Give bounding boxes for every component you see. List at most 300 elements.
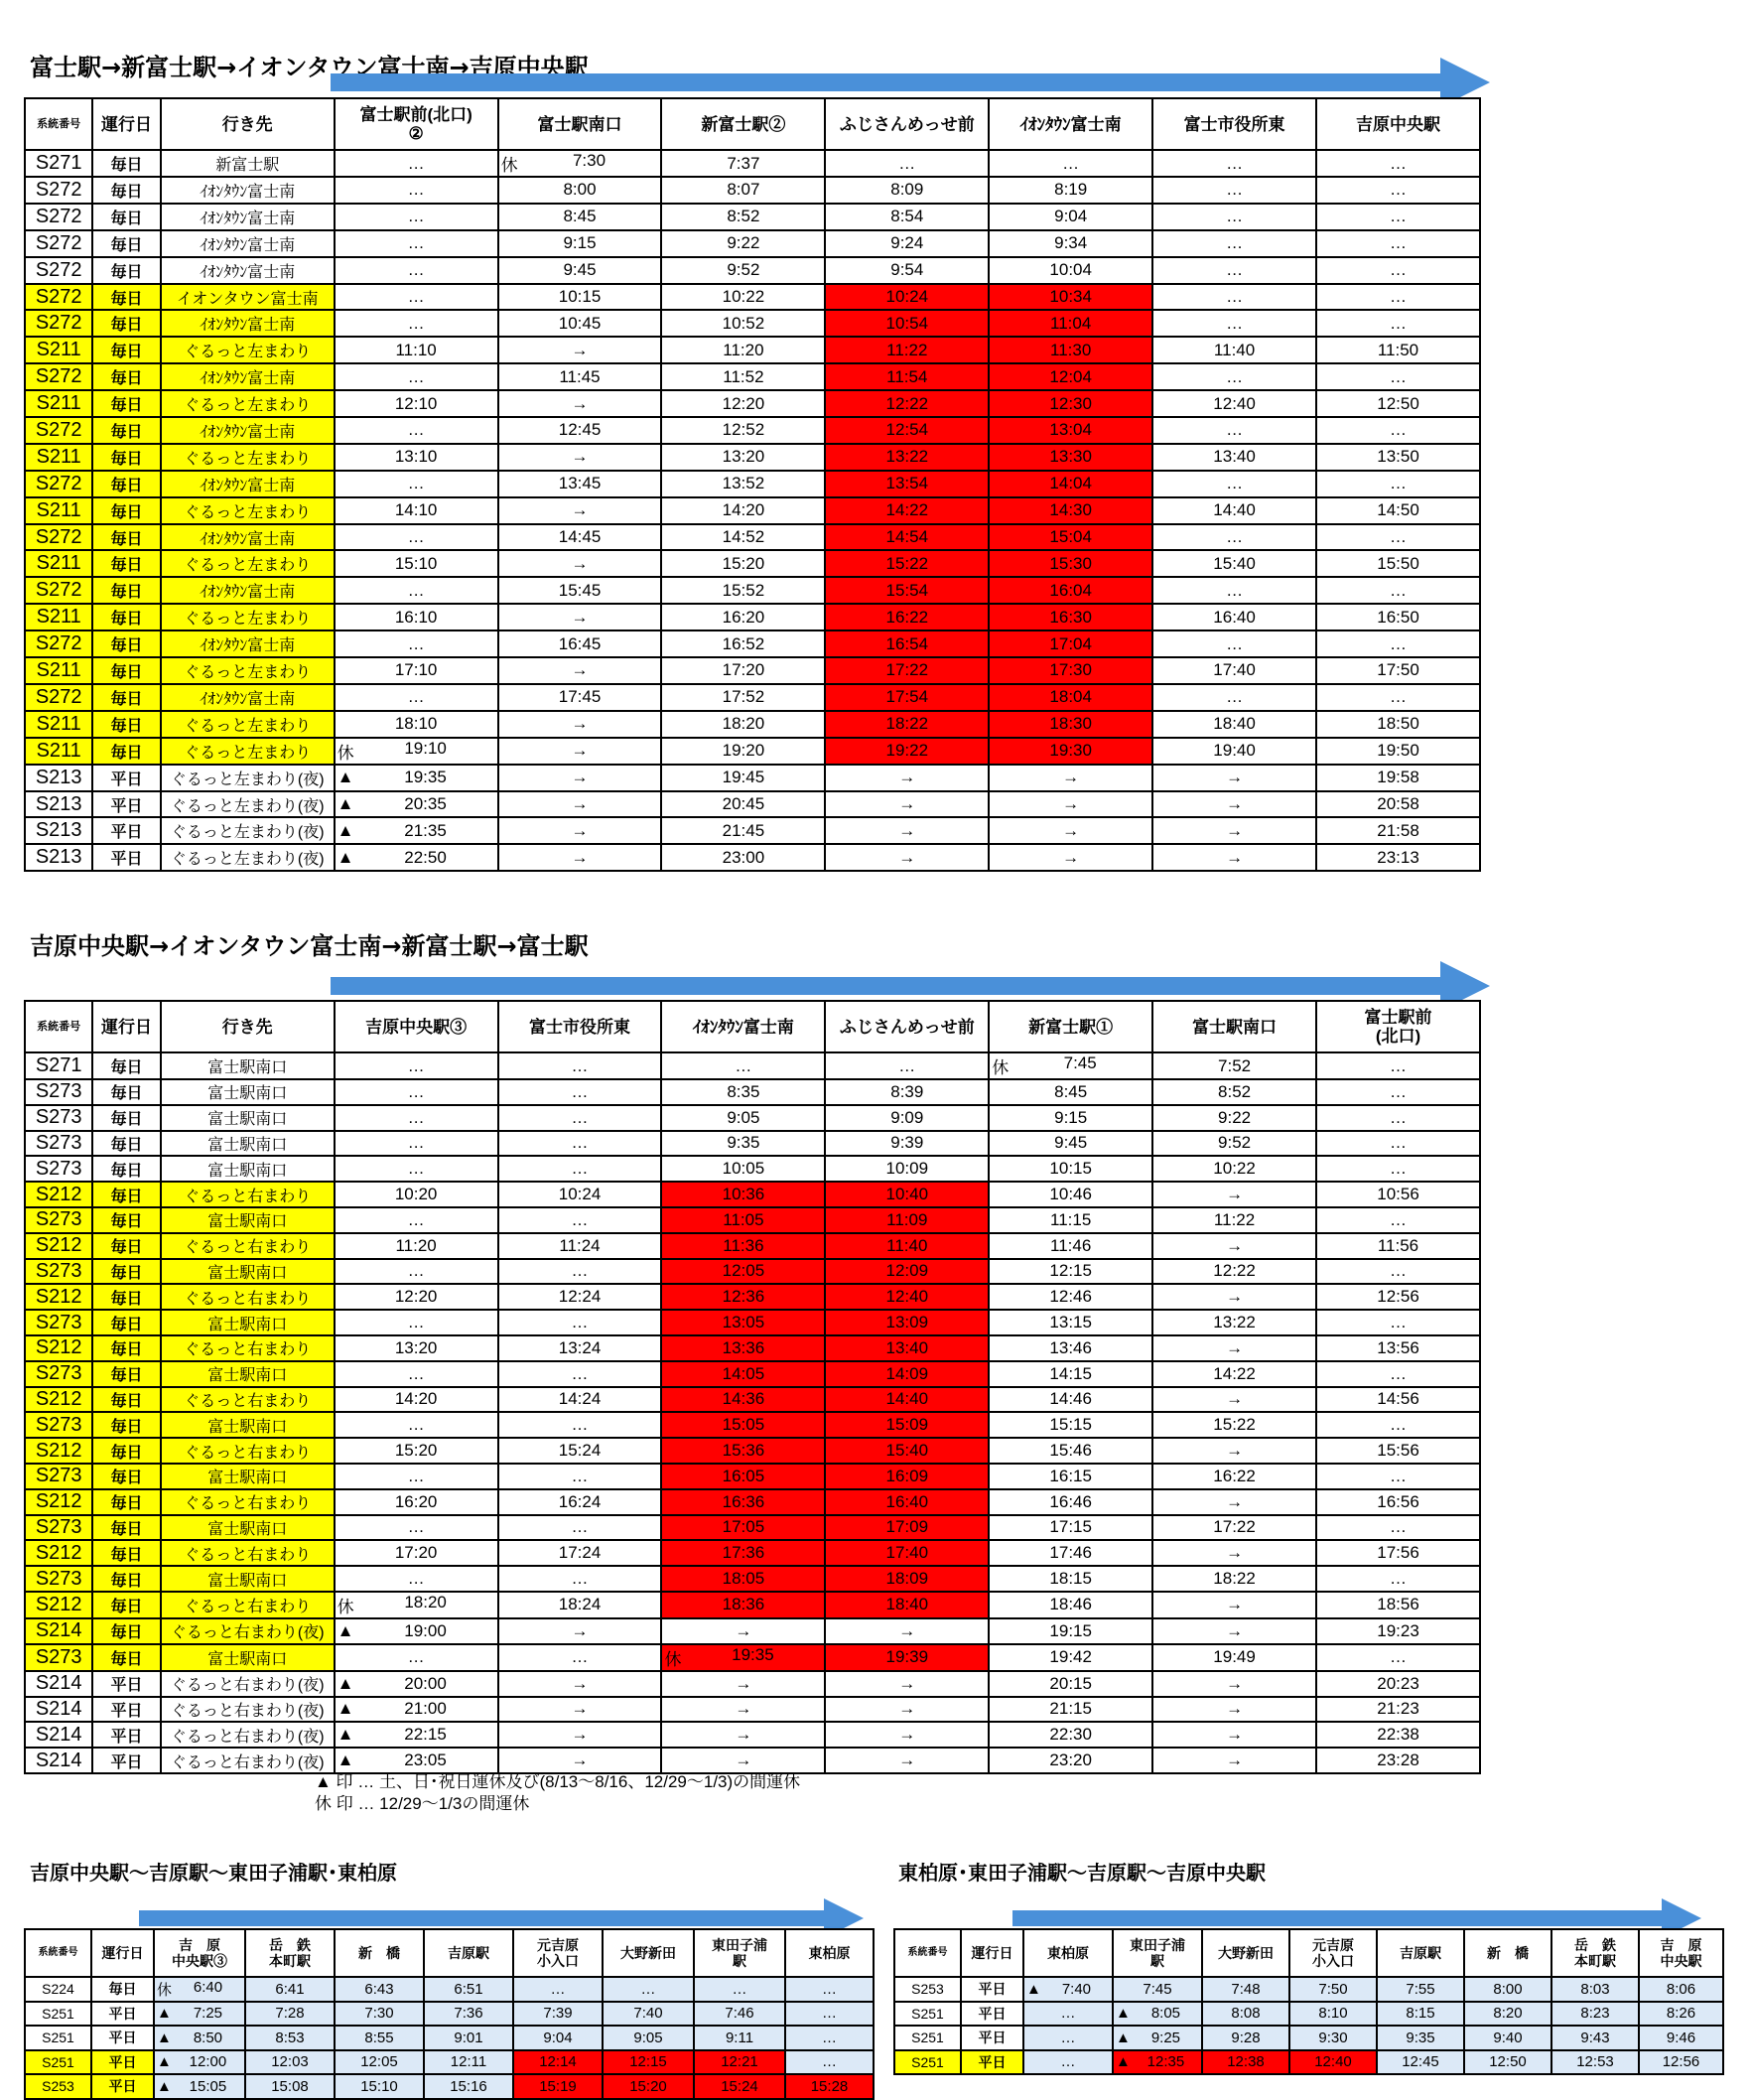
table-cell: 平日 [961,2002,1023,2027]
table-cell: 17:40 [1152,657,1316,684]
table-cell: 10:05 [661,1156,825,1182]
table-cell: 平日 [91,2026,154,2050]
table-cell: S273 [25,1131,92,1157]
table-cell: 18:22 [1152,1566,1316,1592]
table-cell: … [498,1566,662,1592]
table-cell: 9:01 [424,2026,513,2050]
table-cell: … [785,2002,874,2027]
table-cell: 10:22 [661,284,825,311]
column-header: 東田子浦 駅 [694,1929,785,1977]
column-header: 吉原中央駅③ [335,1001,498,1052]
timetable-2-title: 吉原中央駅→イオンタウン富士南→新富士駅→富士駅 [30,932,589,960]
table-cell: 18:40 [825,1592,989,1618]
table-cell: → [1152,1618,1316,1644]
table-row [25,2074,874,2099]
table-cell: … [498,1515,662,1541]
table-cell: 11:20 [335,1233,498,1259]
table-cell: S211 [25,550,92,577]
table-cell: S251 [894,2050,961,2075]
table-cell: S272 [25,257,92,284]
table-cell: … [335,1079,498,1105]
table-cell: 15:30 [989,550,1152,577]
table-cell: … [498,1259,662,1285]
table-cell: 11:30 [989,337,1152,363]
table-cell: ぐるっと右まわり [161,1335,335,1361]
table-cell: S211 [25,711,92,738]
triangle-mark-icon: ▲ [337,820,354,840]
table-cell: 富士駅南口 [161,1464,335,1489]
table-cell: 12:56 [1316,1284,1480,1310]
table-cell: ▲ 20:00 [335,1671,498,1697]
table-cell: ｲｵﾝﾀｳﾝ富士南 [161,577,335,604]
table-cell: ｲｵﾝﾀｳﾝ富士南 [161,630,335,657]
table-cell: S224 [25,1977,91,2002]
table-cell: 19:20 [661,738,825,765]
table-cell: … [1023,2026,1113,2050]
table-cell: … [498,1105,662,1131]
table-cell: 14:10 [335,497,498,524]
table-cell: … [335,1259,498,1285]
table-cell: 9:15 [989,1105,1152,1131]
table-cell: 7:46 [694,2002,785,2027]
table-row [25,1464,1480,1489]
table-cell: 18:50 [1316,711,1480,738]
table-cell: 毎日 [92,1464,160,1489]
table-cell: S272 [25,230,92,257]
table-cell: S212 [25,1438,92,1464]
table-cell: → [661,1697,825,1723]
table-cell: ぐるっと左まわり [161,444,335,471]
table-row [25,363,1480,390]
table-row [25,1131,1480,1157]
table-cell: → [498,817,662,844]
table-cell: 毎日 [92,1412,160,1438]
table-cell: 9:28 [1202,2026,1289,2050]
table-cell: 18:04 [989,684,1152,711]
table-cell: → [661,1722,825,1748]
table-cell: ｲｵﾝﾀｳﾝ富士南 [161,204,335,230]
table-cell: ｲｵﾝﾀｳﾝ富士南 [161,310,335,337]
table-cell: S272 [25,630,92,657]
table-cell: … [498,1310,662,1335]
table-cell: 11:05 [661,1207,825,1233]
column-header: 富士市役所東 [1152,98,1316,150]
table-cell: ▲ 8:05 [1113,2002,1202,2027]
table-cell: 毎日 [92,284,160,311]
table-cell: … [694,1977,785,2002]
table-cell: 19:30 [989,738,1152,765]
table-cell: 17:15 [989,1515,1152,1541]
table-cell: → [989,791,1152,818]
table-cell: → [989,817,1152,844]
table-cell: … [1316,363,1480,390]
table-row [25,1644,1480,1671]
table-cell: 14:54 [825,524,989,551]
table-cell: S272 [25,363,92,390]
table-cell: 15:50 [1316,550,1480,577]
table-cell: 8:52 [661,204,825,230]
triangle-mark-icon: ▲ [1116,2005,1131,2023]
triangle-mark-icon: ▲ [337,768,354,787]
table-cell: 23:28 [1316,1748,1480,1773]
table-cell: 毎日 [91,1977,154,2002]
table-cell: 12:40 [825,1284,989,1310]
table-cell: … [335,1566,498,1592]
table-cell: 20:58 [1316,791,1480,818]
table-cell: 16:05 [661,1464,825,1489]
table-row [25,1207,1480,1233]
table-row [25,230,1480,257]
table-row [25,284,1480,311]
table-cell: 17:54 [825,684,989,711]
table-cell: 12:22 [825,390,989,417]
table-cell: ぐるっと左まわり [161,738,335,765]
table-cell: 毎日 [92,230,160,257]
table-cell: 毎日 [92,1310,160,1335]
table-cell: … [335,284,498,311]
table-cell: 毎日 [92,417,160,444]
table-cell: 12:38 [1202,2050,1289,2075]
table-cell: 15:09 [825,1412,989,1438]
table-cell: 19:22 [825,738,989,765]
table-cell: → [825,844,989,871]
table-cell: 15:22 [1152,1412,1316,1438]
table-cell: 9:45 [989,1131,1152,1157]
table-cell: → [825,765,989,791]
table-cell: … [1316,471,1480,497]
table-cell: … [1316,1361,1480,1387]
table-row [25,150,1480,177]
timetable-1-title: 富士駅→新富士駅→イオンタウン富士南→吉原中央駅 [30,54,589,81]
triangle-mark-icon: ▲ [1026,1980,1041,1998]
table-cell: 12:09 [825,1259,989,1285]
table-cell: ぐるっと右まわり [161,1233,335,1259]
table-cell: 新富士駅 [161,150,335,177]
table-cell: … [1152,524,1316,551]
table-cell: ぐるっと右まわり(夜) [161,1618,335,1644]
table-cell: … [1152,577,1316,604]
table-cell: 10:09 [825,1156,989,1182]
table-cell: → [498,550,662,577]
table-cell: … [335,1105,498,1131]
table-cell: … [335,524,498,551]
table-cell: ぐるっと右まわり [161,1438,335,1464]
table-cell: 14:24 [498,1387,662,1413]
table-cell: … [1316,1207,1480,1233]
table-row [894,2026,1723,2050]
table-cell: ▲ 19:00 [335,1618,498,1644]
table-row [25,1233,1480,1259]
table-cell: 毎日 [92,1566,160,1592]
column-header: 富士駅前(北口) ② [335,98,498,150]
table-cell: 11:45 [498,363,662,390]
table-cell: 14:22 [1152,1361,1316,1387]
table-cell: 休 7:30 [498,150,662,177]
table-cell: 17:20 [335,1540,498,1566]
table-cell: 10:15 [989,1156,1152,1182]
table-cell: 毎日 [92,363,160,390]
table-cell: 21:15 [989,1697,1152,1723]
table-row [25,417,1480,444]
table-cell: 15:24 [694,2074,785,2099]
table-cell: S211 [25,657,92,684]
table-cell: 19:58 [1316,765,1480,791]
table-cell: → [1152,844,1316,871]
table-cell: 12:10 [335,390,498,417]
table-row [25,1361,1480,1387]
column-header: 岳 鉄 本町駅 [245,1929,335,1977]
table-cell: 16:50 [1316,604,1480,630]
table-cell: 8:10 [1289,2002,1377,2027]
table-row [25,1079,1480,1105]
table-cell: 富士駅南口 [161,1566,335,1592]
table-cell: 14:40 [1152,497,1316,524]
table-cell: S253 [894,1977,961,2002]
table-row [25,524,1480,551]
table-cell: … [335,630,498,657]
table-row [25,844,1480,871]
table-cell: 9:22 [661,230,825,257]
table-cell: 毎日 [92,524,160,551]
table-row [25,444,1480,471]
table-cell: 毎日 [92,738,160,765]
table-cell: 12:22 [1152,1259,1316,1285]
table-cell: 富士駅南口 [161,1131,335,1157]
table-cell: 9:54 [825,257,989,284]
column-header: 元吉原 小入口 [513,1929,603,1977]
table-cell: → [498,711,662,738]
table-cell: 平日 [961,1977,1023,2002]
table-row [25,604,1480,630]
table-cell: … [1316,284,1480,311]
table-cell: 16:30 [989,604,1152,630]
table-row [25,711,1480,738]
table-cell: … [661,1052,825,1079]
column-header: 吉原駅 [1377,1929,1464,1977]
table-cell: 18:46 [989,1592,1152,1618]
table-cell: S272 [25,284,92,311]
table-cell: S272 [25,310,92,337]
table-cell: 14:09 [825,1361,989,1387]
table-cell: 毎日 [92,1259,160,1285]
table-cell: ぐるっと右まわり(夜) [161,1722,335,1748]
table-cell: 9:24 [825,230,989,257]
table-cell: 17:05 [661,1515,825,1541]
table-cell: … [1152,230,1316,257]
table-row [25,738,1480,765]
table-cell: 18:20 [661,711,825,738]
table-cell: … [513,1977,603,2002]
table-row [25,1284,1480,1310]
table-cell: 8:23 [1551,2002,1639,2027]
table-cell: 7:40 [603,2002,694,2027]
kyu-mark: 休 [992,1058,1010,1077]
table-row [894,1977,1723,2002]
table-cell: 8:53 [245,2026,335,2050]
table-cell: → [661,1748,825,1773]
table-cell: 12:21 [694,2050,785,2075]
table-cell: 13:40 [825,1335,989,1361]
triangle-mark-icon: ▲ [157,2029,172,2046]
triangle-mark-icon: ▲ [1116,2029,1131,2046]
table-cell: 19:39 [825,1644,989,1671]
table-cell: 19:50 [1316,738,1480,765]
column-header: 運行日 [961,1929,1023,1977]
column-header: 運行日 [91,1929,154,1977]
table-cell: ぐるっと右まわり [161,1284,335,1310]
table-cell: 15:16 [424,2074,513,2099]
table-cell: ｲｵﾝﾀｳﾝ富士南 [161,471,335,497]
table-cell: ｲｵﾝﾀｳﾝ富士南 [161,177,335,204]
column-header: 行き先 [161,98,335,150]
table-cell: … [1316,684,1480,711]
table-cell: … [335,310,498,337]
table-cell: ▲ 8:50 [154,2026,245,2050]
table-cell: 12:50 [1316,390,1480,417]
table-cell: … [1152,204,1316,230]
table-cell: → [1152,1233,1316,1259]
table-cell: 毎日 [92,337,160,363]
table-cell: S273 [25,1515,92,1541]
table-cell: 9:11 [694,2026,785,2050]
table-cell: → [989,765,1152,791]
table-cell: 18:56 [1316,1592,1480,1618]
table-cell: 15:15 [989,1412,1152,1438]
table-cell: 毎日 [92,1438,160,1464]
table-cell: 16:09 [825,1464,989,1489]
column-header: ふじさんめっせ前 [825,98,989,150]
table-cell: 10:36 [661,1182,825,1207]
table-cell: 12:56 [1639,2050,1723,2075]
table-cell: 毎日 [92,177,160,204]
table-cell: 15:40 [825,1438,989,1464]
table-cell: … [335,177,498,204]
table-cell: 13:20 [335,1335,498,1361]
table-cell: … [498,1207,662,1233]
table-cell: 毎日 [92,1592,160,1618]
triangle-mark-icon: ▲ [157,2077,172,2095]
table-cell: 9:22 [1152,1105,1316,1131]
table-cell: 8:15 [1377,2002,1464,2027]
table-cell: 毎日 [92,1156,160,1182]
table-cell: … [498,1361,662,1387]
table-cell: → [661,1618,825,1644]
table-cell: 平日 [92,1671,160,1697]
table-cell: ｲｵﾝﾀｳﾝ富士南 [161,363,335,390]
table-cell: 19:45 [661,765,825,791]
table-cell: 12:11 [424,2050,513,2075]
table-cell: S212 [25,1592,92,1618]
table-cell: 23:20 [989,1748,1152,1773]
table-cell: ぐるっと右まわり [161,1489,335,1515]
table-cell: → [825,1748,989,1773]
table-cell: S212 [25,1233,92,1259]
table-cell: … [335,1361,498,1387]
table-cell: 15:20 [603,2074,694,2099]
table-cell: ▲ 23:05 [335,1748,498,1773]
table-row [25,1697,1480,1723]
table-cell: S273 [25,1105,92,1131]
table-cell: 11:54 [825,363,989,390]
table-cell: 休 7:45 [989,1052,1152,1079]
table-cell: 11:09 [825,1207,989,1233]
table-cell: 毎日 [92,657,160,684]
table-cell: → [989,844,1152,871]
table-cell: 富士駅南口 [161,1412,335,1438]
table-cell: 19:42 [989,1644,1152,1671]
table-cell: S273 [25,1644,92,1671]
table-cell: 18:36 [661,1592,825,1618]
table-cell: 13:10 [335,444,498,471]
table-cell: 毎日 [92,204,160,230]
table-cell: 15:10 [335,550,498,577]
table-cell: → [498,1697,662,1723]
triangle-mark-icon: ▲ [337,1750,354,1770]
table-cell: … [1316,1310,1480,1335]
table-cell: S273 [25,1310,92,1335]
column-header: 大野新田 [1202,1929,1289,1977]
table-cell: ｲｵﾝﾀｳﾝ富士南 [161,417,335,444]
table-cell: ぐるっと右まわり(夜) [161,1748,335,1773]
table-cell: S251 [25,2050,91,2075]
table-cell: … [603,1977,694,2002]
table-cell: 毎日 [92,497,160,524]
table-cell: 14:56 [1316,1387,1480,1413]
table-cell: → [1152,1182,1316,1207]
table-cell: 毎日 [92,711,160,738]
table-cell: 富士駅南口 [161,1105,335,1131]
table-cell: 12:45 [1377,2050,1464,2075]
table-cell: S214 [25,1697,92,1723]
table-cell: 10:15 [498,284,662,311]
table-cell: … [335,1515,498,1541]
table-cell: 10:04 [989,257,1152,284]
table-cell: 11:52 [661,363,825,390]
table-cell: 18:22 [825,711,989,738]
table-cell: 12:40 [1152,390,1316,417]
triangle-mark-icon: ▲ [337,1673,354,1693]
table-row [25,550,1480,577]
table-cell: 毎日 [92,471,160,497]
table-cell: 16:20 [661,604,825,630]
table-cell: 6:51 [424,1977,513,2002]
table-cell: 13:54 [825,471,989,497]
table-cell: … [335,230,498,257]
table-cell: S213 [25,791,92,818]
table-cell: 11:56 [1316,1233,1480,1259]
table-cell: 20:45 [661,791,825,818]
column-header: 東田子浦 駅 [1113,1929,1202,1977]
table-cell: S271 [25,150,92,177]
table-cell: 富士駅南口 [161,1052,335,1079]
table-cell: 12:54 [825,417,989,444]
table-cell: 10:22 [1152,1156,1316,1182]
table-cell: … [1316,1105,1480,1131]
table-cell: … [1316,310,1480,337]
table-cell: 9:40 [1464,2026,1551,2050]
table-cell: 12:15 [989,1259,1152,1285]
table-cell: 19:23 [1316,1618,1480,1644]
table-cell: 18:40 [1152,711,1316,738]
table-row [25,1722,1480,1748]
table-cell: … [1316,1156,1480,1182]
table-cell: 12:15 [603,2050,694,2075]
table-cell: 9:39 [825,1131,989,1157]
table-cell: S253 [25,2074,91,2099]
table-cell: … [1316,1131,1480,1157]
table-cell: ▲ 7:25 [154,2002,245,2027]
table-cell: 15:46 [989,1438,1152,1464]
